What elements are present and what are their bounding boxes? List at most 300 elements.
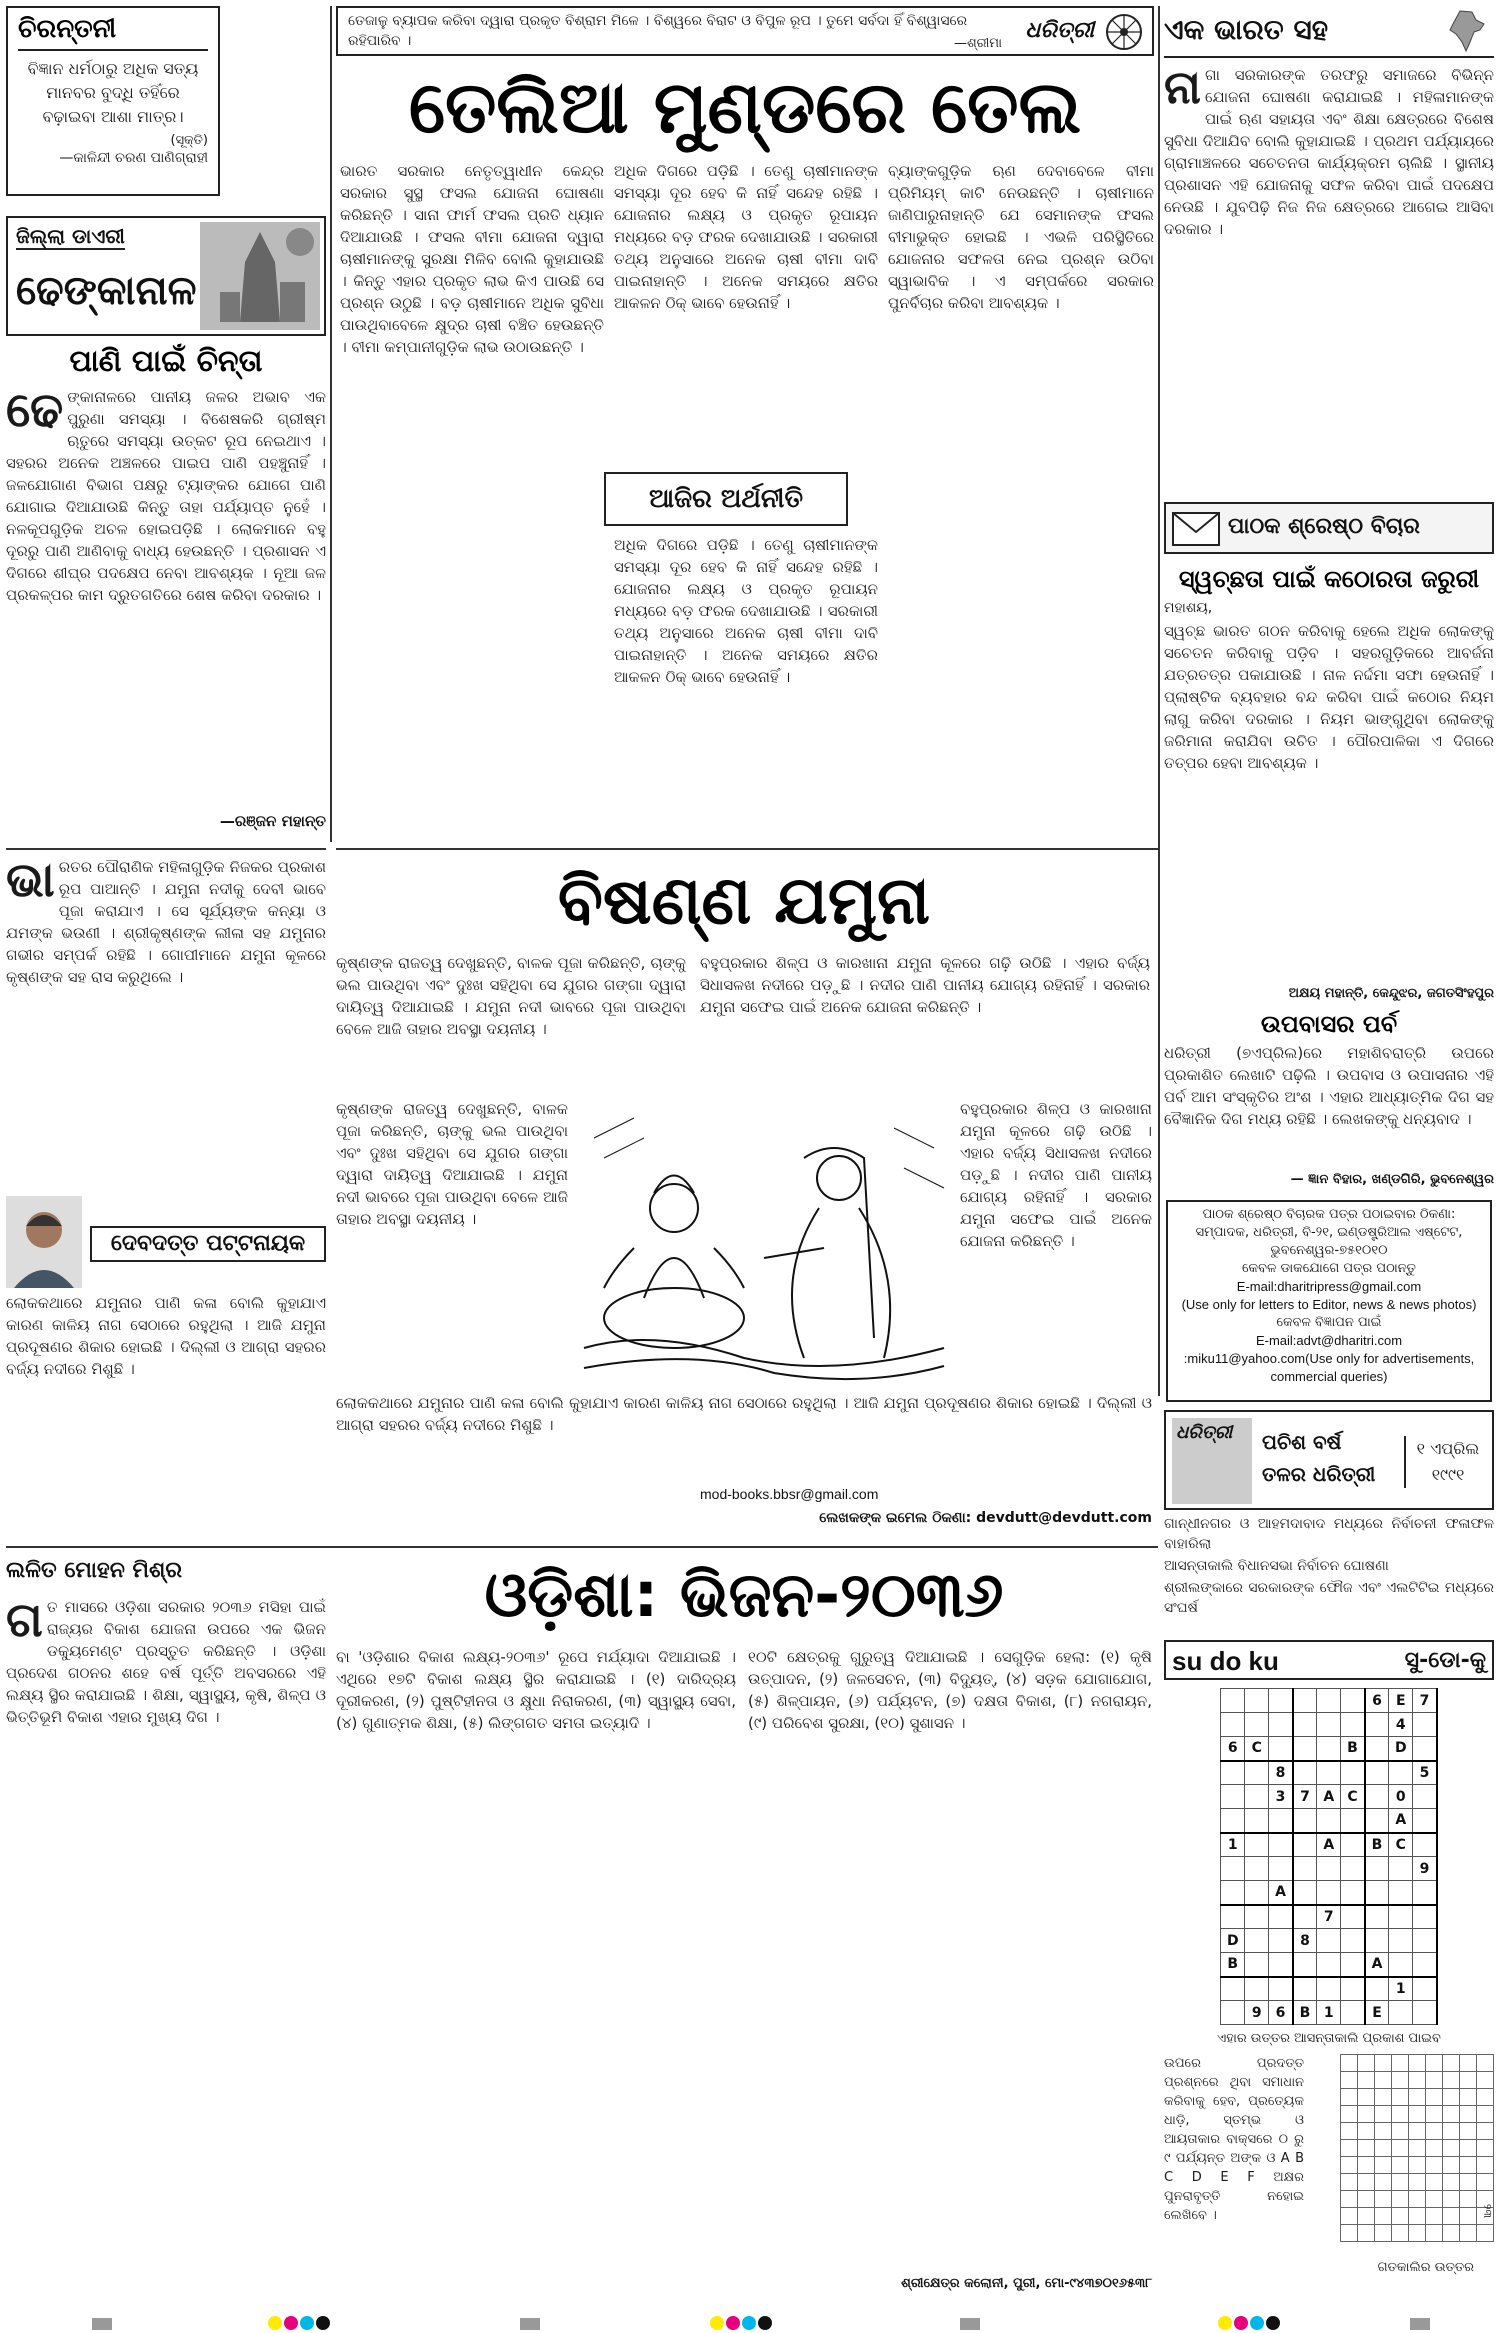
sudoku-cell[interactable]: 1 xyxy=(1389,1977,1413,2001)
sudoku-row xyxy=(1221,1785,1437,1809)
answer-cell xyxy=(1358,2089,1375,2106)
sudoku-row xyxy=(1221,1833,1437,1857)
sudoku-cell[interactable]: 7 xyxy=(1413,1689,1437,1713)
address-label: ପାଠକ ଶ୍ରେଷ୍ଠ ବିଚାରକ ପତ୍ର ପଠାଇବାର ଠିକଣା: xyxy=(1202,1207,1456,1222)
answer-cell xyxy=(1375,2208,1392,2225)
email-ads2[interactable]: :miku11@yahoo.com(Use only for advertisements, commercial queries) xyxy=(1183,1351,1475,1384)
vision-author-footer: ଶ୍ରୀକ୍ଷେତ୍ର କଲୋନୀ, ପୁରୀ, ମୋ-୯୪୩୭୦୧୬୫୩୮ xyxy=(901,2276,1152,2291)
sudoku-cell[interactable] xyxy=(1245,1977,1269,2001)
yamuna-books-email[interactable]: mod-books.bbsr@gmail.com xyxy=(700,1486,879,1502)
answer-cell xyxy=(1443,2123,1460,2140)
district-diary-body xyxy=(6,386,326,808)
sudoku-cell[interactable] xyxy=(1341,1881,1365,1905)
sudoku-cell[interactable] xyxy=(1317,1761,1341,1785)
answer-cell xyxy=(1426,2089,1443,2106)
ekbharat-section xyxy=(1164,6,1494,496)
sudoku-cell[interactable] xyxy=(1245,1953,1269,1977)
vision-author: ଲଳିତ ମୋହନ ମିଶ୍ର xyxy=(6,1558,183,1583)
vision-dropcap: ଗ xyxy=(6,1596,43,1648)
reg-cyan xyxy=(300,2316,314,2330)
sudoku-cell[interactable] xyxy=(1413,1713,1437,1737)
readers-salutation: ମହାଶୟ, xyxy=(1164,600,1213,616)
district-diary-name: ଢେଙ୍କାନାଳ xyxy=(16,268,197,314)
answer-cell xyxy=(1392,2123,1409,2140)
answer-row xyxy=(1341,2174,1494,2191)
sudoku-cell[interactable] xyxy=(1365,1857,1389,1881)
yamuna-byline: ଦେବଦତ୍ତ ପଟ୍ଟନାୟକ xyxy=(90,1226,326,1262)
answer-cell xyxy=(1358,2140,1375,2157)
sudoku-cell[interactable] xyxy=(1245,1905,1269,1929)
main-story-col1: ଭାରତ ସରକାର ନେତୃତ୍ୱାଧୀନ କେନ୍ଦ୍ର ସରକାର ସୁସ୍ଥ ଫସଲ ଯୋଜନା ଘୋଷଣା କରିଛନ୍ତି । ସାନା ଫାର୍ମ ଫସଲ ପ୍ରତି ଧ୍ୟାନ ଦିଆଯାଉଛି । ଫସଲ ବୀମା ଯୋଜନା ଦ୍ୱାରା ଚାଷୀମାନଙ୍କୁ ସୁରକ୍ଷା ମିଳିବ ବୋଲି କୁହାଯାଉଛି । କିନ୍ତୁ ଏହାର ପ୍ରକୃତ ଲାଭ କିଏ ପାଉଛି ସେ ପ୍ରଶ୍ନ ଉଠୁଛି । ବଡ଼ ଚାଷୀମାନେ ଅଧିକ ସୁବିଧା ପାଉଥିବାବେଳେ କ୍ଷୁଦ୍ର ଚାଷୀ ବଞ୍ଚିତ ହେଉଛନ୍ତି । ବୀମା କମ୍ପାନୀଗୁଡ଼ିକ ଲାଭ ଉଠାଉଛନ୍ତି । xyxy=(340,162,604,356)
answer-cell xyxy=(1460,2055,1477,2072)
readers-headline: ସ୍ୱଚ୍ଛତା ପାଇଁ କଠୋରତା ଜରୁରୀ xyxy=(1178,565,1480,593)
sudoku-cell[interactable] xyxy=(1221,1857,1245,1881)
sudoku-cell[interactable] xyxy=(1269,1713,1293,1737)
address-text: ସମ୍ପାଦକ, ଧରିତ୍ରୀ, ବି-୨୧, ଇଣ୍ଡଷ୍ଟ୍ରିଆଲ ଏଷ୍ଟେଟ, ଭୁବନେଶ୍ୱର-୭୫୧୦୧୦ xyxy=(1195,1225,1463,1258)
answer-cell xyxy=(1358,2225,1375,2242)
answer-cell xyxy=(1375,2140,1392,2157)
email-editor[interactable]: E-mail:dharitripress@gmail.com xyxy=(1236,1279,1422,1294)
sudoku-cell[interactable]: A xyxy=(1389,1809,1413,1833)
sudoku-cell[interactable] xyxy=(1221,1977,1245,2001)
sudoku-cell[interactable] xyxy=(1341,1689,1365,1713)
answer-cell xyxy=(1358,2174,1375,2191)
sudoku-grid[interactable] xyxy=(1220,1688,1438,2025)
sudoku-cell[interactable] xyxy=(1413,1785,1437,1809)
yamuna-col2c: ଲୋକକଥାରେ ଯମୁନାର ପାଣି କଳା ବୋଲି କୁହାଯାଏ କାରଣ କାଳିୟ ନାଗ ସେଠାରେ ରହୁଥିଲା । ଆଜି ଯମୁନା ପ୍ରଦୂଷଣର ଶିକାର ହୋଇଛି । ଦିଲ୍ଲୀ ଓ ଆଗ୍ରା ସହରର ବର୍ଜ୍ୟ ନଦୀରେ ମିଶୁଛି । xyxy=(336,1394,1152,1434)
reg-magenta xyxy=(284,2316,298,2330)
chirantani-source: (ସୂକ୍ତି) xyxy=(170,133,208,148)
answer-cell xyxy=(1409,2191,1426,2208)
reg-yellow xyxy=(268,2316,282,2330)
answer-cell xyxy=(1443,2157,1460,2174)
sudoku-cell[interactable] xyxy=(1365,1737,1389,1761)
sudoku-cell[interactable] xyxy=(1293,1953,1317,1977)
sudoku-row xyxy=(1221,2001,1437,2025)
reg-gray-block xyxy=(520,2318,540,2330)
sudoku-row xyxy=(1221,1713,1437,1737)
sudoku-cell[interactable] xyxy=(1245,1881,1269,1905)
vision-col1 xyxy=(6,1596,326,2296)
sudoku-cell[interactable] xyxy=(1293,1737,1317,1761)
sudoku-cell[interactable] xyxy=(1269,1857,1293,1881)
temple-photo xyxy=(200,222,320,330)
sudoku-cell[interactable]: C xyxy=(1245,1737,1269,1761)
answer-cell xyxy=(1409,2106,1426,2123)
answer-cell xyxy=(1443,2140,1460,2157)
readers-author2: — ଜ୍ଞାନ ବିହାର, ଖଣ୍ଡଗିରି, ଭୁବନେଶ୍ୱର xyxy=(1290,1172,1494,1187)
sudoku-cell[interactable] xyxy=(1269,1905,1293,1929)
sudoku-cell[interactable]: 6 xyxy=(1221,1737,1245,1761)
sudoku-cell[interactable]: 1 xyxy=(1221,1833,1245,1857)
sudoku-title-odia: ସୁ-ଡୋ-କୁ xyxy=(1404,1648,1486,1673)
sudoku-cell[interactable] xyxy=(1221,1905,1245,1929)
ekbharat-title: ଏକ ଭାରତ ସହ xyxy=(1164,13,1329,46)
answer-row xyxy=(1341,2072,1494,2089)
district-diary-box xyxy=(6,216,326,336)
anniversary-date: ୧ ଏପ୍ରିଲ ୧୯୯୧ xyxy=(1404,1436,1490,1488)
answer-cell xyxy=(1341,2157,1358,2174)
anniversary-items xyxy=(1164,1514,1494,1638)
answer-label: ଗତକାଲିର ଉତ୍ତର xyxy=(1377,2260,1474,2275)
yamuna-col2: କୃଷ୍ଣଙ୍କ ରାଜତ୍ୱ ଦେଖୁଛନ୍ତି, ବାଳକ ପୂଜା କରିଛନ୍ତି, ଚାଙ୍କୁ ଭଲ ପାଉଥିବା ଏବଂ ଦୁଃଖ ସହିଥିବା ସେ ଯୁଗର ଗଙ୍ଗା ଦ୍ୱାରା ଦାୟିତ୍ୱ ଦିଆଯାଇଛି । ଯମୁନା ନଦୀ ଭାବରେ ପୂଜା ପାଉଥିବା ବେଳେ ଆଜି ତାହାର ଅବସ୍ଥା ଦୟନୀୟ । xyxy=(336,954,686,1038)
sudoku-cell[interactable] xyxy=(1221,2001,1245,2025)
district-diary-author: —ରଞ୍ଜନ ମହାନ୍ତ xyxy=(219,812,326,830)
sudoku-cell[interactable] xyxy=(1269,1929,1293,1953)
sudoku-row xyxy=(1221,1953,1437,1977)
reg-black xyxy=(758,2316,772,2330)
sudoku-cell[interactable] xyxy=(1365,1929,1389,1953)
sudoku-title-latin: su do ku xyxy=(1172,1646,1279,1676)
anniversary-item: ଶ୍ରୀଲଙ୍କାରେ ସରକାରଙ୍କ ଫୌଜ ଏବଂ ଏଲଟିଟିଇ ମଧ୍ୟରେ ସଂଘର୍ଷ xyxy=(1164,1580,1494,1616)
answer-row xyxy=(1341,2157,1494,2174)
sudoku-cell[interactable] xyxy=(1221,1761,1245,1785)
sudoku-cell[interactable] xyxy=(1221,1713,1245,1737)
sudoku-cell[interactable] xyxy=(1341,1833,1365,1857)
sudoku-cell[interactable] xyxy=(1317,1929,1341,1953)
sudoku-cell[interactable] xyxy=(1341,1905,1365,1929)
sudoku-cell[interactable] xyxy=(1269,1977,1293,2001)
sudoku-note: ଏହାର ଉତ୍ତର ଆସନ୍ତାକାଲି ପ୍ରକାଶ ପାଇବ xyxy=(1217,2031,1441,2046)
answer-cell xyxy=(1375,2225,1392,2242)
answer-row xyxy=(1341,2225,1494,2242)
sudoku-rules: ଉପରେ ପ୍ରଦତ୍ତ ପ୍ରଶ୍ନରେ ଥିବା ସମାଧାନ କରିବାକୁ ହେବ, ପ୍ରତ୍ୟେକ ଧାଡ଼ି, ସ୍ତମ୍ଭ ଓ ଆୟତାକାର ବାକ୍ସରେ ୦ ରୁ ୯ ପର୍ଯ୍ୟନ୍ତ ଅଙ୍କ ଓ A B C D E F ଅକ୍ଷର ପୁନରାବୃତ୍ତି ନହୋଇ ଲେଖିବେ । xyxy=(1164,2056,1304,2223)
sudoku-cell[interactable] xyxy=(1269,1953,1293,1977)
sudoku-cell[interactable] xyxy=(1341,1977,1365,2001)
main-story-col3: ବ୍ୟାଙ୍କଗୁଡ଼ିକ ଋଣ ଦେବାବେଳେ ବୀମା ପ୍ରିମିୟମ୍ କାଟି ନେଉଛନ୍ତି । ଚାଷୀମାନେ ଜାଣିପାରୁନାହାନ୍ତି ଯେ ସେମାନଙ୍କ ଫସଲ ବୀମାଭୁକ୍ତ ହୋଇଛି । ଏଭଳି ପରିସ୍ଥିତିରେ ଯୋଜନାର ସଫଳତା ନେଇ ପ୍ରଶ୍ନ ଉଠିବା ସ୍ୱାଭାବିକ । ଏ ସମ୍ପର୍କରେ ସରକାର ପୁନର୍ବିଚାର କରିବା ଆବଶ୍ୟକ । xyxy=(888,162,1154,312)
answer-cell xyxy=(1375,2191,1392,2208)
anniversary-item: ଆସନ୍ତାକାଲି ବିଧାନସଭା ନିର୍ବାଚନ ଘୋଷଣା xyxy=(1164,1558,1389,1574)
sudoku-cell[interactable]: 9 xyxy=(1413,1857,1437,1881)
answer-cell xyxy=(1460,2072,1477,2089)
sudoku-cell[interactable] xyxy=(1365,1761,1389,1785)
sudoku-cell[interactable]: B xyxy=(1341,1737,1365,1761)
sudoku-row xyxy=(1221,1977,1437,2001)
sudoku-cell[interactable] xyxy=(1317,1953,1341,1977)
answer-row xyxy=(1341,2055,1494,2072)
readers-headline2: ଉପବାସର ପର୍ବ xyxy=(1260,1010,1398,1038)
ekbharat-header xyxy=(1164,6,1494,58)
sudoku-cell[interactable] xyxy=(1365,1809,1389,1833)
sudoku-cell[interactable] xyxy=(1245,1689,1269,1713)
india-map-icon xyxy=(1444,8,1490,54)
sudoku-cell[interactable] xyxy=(1317,1857,1341,1881)
sudoku-cell[interactable] xyxy=(1245,1929,1269,1953)
reg-black xyxy=(1266,2316,1280,2330)
yamuna-headline: ବିଷଣ୍ଣ ଯମୁନା xyxy=(557,862,931,939)
sudoku-cell[interactable] xyxy=(1341,1761,1365,1785)
email-editor-note: (Use only for letters to Editor, news & news photos) xyxy=(1181,1297,1477,1312)
answer-cell xyxy=(1341,2225,1358,2242)
answer-cell xyxy=(1392,2089,1409,2106)
ekbharat-dropcap: ନା xyxy=(1164,64,1201,114)
sudoku-cell[interactable]: B xyxy=(1221,1953,1245,1977)
top-quote-box xyxy=(336,6,1154,56)
sudoku-cell[interactable]: 1 xyxy=(1317,2001,1341,2025)
reg-gray-block xyxy=(92,2318,112,2330)
sudoku-cell[interactable] xyxy=(1413,1905,1437,1929)
sudoku-cell[interactable] xyxy=(1269,1809,1293,1833)
answer-cell xyxy=(1426,2157,1443,2174)
sudoku-cell[interactable] xyxy=(1389,2001,1413,2025)
answer-cell xyxy=(1392,2072,1409,2089)
sudoku-cell[interactable] xyxy=(1365,1977,1389,2001)
sudoku-cell[interactable] xyxy=(1341,1953,1365,1977)
answer-cell xyxy=(1443,2089,1460,2106)
answer-cell xyxy=(1375,2174,1392,2191)
sudoku-cell[interactable] xyxy=(1293,1761,1317,1785)
main-headline: ତେଲିଆ ମୁଣ୍ଡରେ ତେଲ xyxy=(408,65,1082,149)
sudoku-cell[interactable] xyxy=(1245,1713,1269,1737)
page-number: ୨୩ xyxy=(1481,2204,1494,2219)
sudoku-cell[interactable] xyxy=(1365,1713,1389,1737)
answer-cell xyxy=(1477,2106,1494,2123)
answer-cell xyxy=(1375,2106,1392,2123)
answer-cell xyxy=(1443,2191,1460,2208)
district-diary-headline: ପାଣି ପାଇଁ ଚିନ୍ତା xyxy=(69,344,263,379)
sudoku-cell[interactable] xyxy=(1245,1857,1269,1881)
sudoku-cell[interactable] xyxy=(1413,1929,1437,1953)
anniversary-label: ପଚିଶ ବର୍ଷ ତଳର ଧରିତ୍ରୀ xyxy=(1262,1430,1376,1486)
sudoku-cell[interactable] xyxy=(1293,1905,1317,1929)
sudoku-cell[interactable] xyxy=(1221,1809,1245,1833)
readers-author1: ଅକ୍ଷୟ ମହାନ୍ତି, କେନ୍ଦୁଝର, ଜଗତସିଂହପୁର xyxy=(1288,986,1494,1001)
anniversary-item: ଗାନ୍ଧୀନଗର ଓ ଆହମଦାବାଦ ମଧ୍ୟରେ ନିର୍ବାଚନୀ ଫଳାଫଳ ବାହାରିଲା xyxy=(1164,1516,1494,1552)
sudoku-cell[interactable] xyxy=(1413,1977,1437,2001)
sudoku-cell[interactable] xyxy=(1341,1809,1365,1833)
answer-cell xyxy=(1409,2157,1426,2174)
sudoku-row xyxy=(1221,1881,1437,1905)
answer-cell xyxy=(1460,2174,1477,2191)
sudoku-cell[interactable]: A xyxy=(1317,1785,1341,1809)
answer-cell xyxy=(1460,2106,1477,2123)
answer-cell xyxy=(1358,2191,1375,2208)
answer-cell xyxy=(1477,2174,1494,2191)
top-quote-text: ତେଜାଳୁ ବ୍ୟାପକ କରିବା ଦ୍ୱାରା ପ୍ରକୃତ ବିଶ୍ରାମ ମିଳେ । ବିଶ୍ୱରେ ବିରାଟ ଓ ବିପୁଳ ରୂପ । ତୁମେ ସର୍ବଦା ହିଁ ବିଶ୍ୱାସରେ ରହିପାରିବ । xyxy=(348,13,968,49)
sudoku-cell[interactable]: 0 xyxy=(1389,1785,1413,1809)
sudoku-cell[interactable] xyxy=(1317,1689,1341,1713)
answer-cell xyxy=(1409,2055,1426,2072)
sudoku-cell[interactable]: E xyxy=(1365,2001,1389,2025)
reg-magenta xyxy=(726,2316,740,2330)
sudoku-cell[interactable]: 7 xyxy=(1317,1905,1341,1929)
sudoku-cell[interactable] xyxy=(1365,1785,1389,1809)
vision-col3: ୧୦ଟି କ୍ଷେତ୍ରକୁ ଗୁରୁତ୍ୱ ଦିଆଯାଇଛି । ସେଗୁଡ଼ିକ ହେଲା: (୧) କୃଷି ଉତ୍ପାଦନ, (୨) ଜଳସେଚନ, (୩) ବିଦ୍ୟୁତ୍, (୪) ସଡ଼କ ଯୋଗାଯୋଗ, (୫) ଶିଳ୍ପାୟନ, (୬) ପର୍ଯ୍ୟଟନ, (୭) ଦକ୍ଷତା ବିକାଶ, (୮) ନଗରାୟନ, (୯) ପରିବେଶ ସୁରକ୍ଷା, (୧୦) ସୁଶାସନ । xyxy=(748,1648,1152,1732)
answer-cell xyxy=(1477,2157,1494,2174)
sudoku-cell[interactable] xyxy=(1245,1809,1269,1833)
byline-box xyxy=(6,1196,326,1288)
sudoku-cell[interactable]: A xyxy=(1269,1881,1293,1905)
sudoku-cell[interactable]: E xyxy=(1389,1689,1413,1713)
answer-cell xyxy=(1460,2089,1477,2106)
sudoku-cell[interactable] xyxy=(1269,1737,1293,1761)
sudoku-cell[interactable]: C xyxy=(1389,1833,1413,1857)
yamuna-footer: ଲେଖକଙ୍କ ଇମେଲ ଠିକଣା: devdutt@devdutt.com xyxy=(819,1510,1152,1526)
answer-cell xyxy=(1409,2174,1426,2191)
sudoku-cell[interactable] xyxy=(1389,1761,1413,1785)
sudoku-row xyxy=(1221,1689,1437,1713)
sudoku-cell[interactable]: 8 xyxy=(1293,1929,1317,1953)
answer-cell xyxy=(1443,2225,1460,2242)
readers-body: ସ୍ୱଚ୍ଛ ଭାରତ ଗଠନ କରିବାକୁ ହେଲେ ଅଧିକ ଲୋକଙ୍କୁ ସଚେତନ କରିବାକୁ ପଡ଼ିବ । ସହରଗୁଡ଼ିକରେ ଆବର୍ଜନା ଯତ୍ରତତ୍ର ପକାଯାଉଛି । ନାଳ ନର୍ଦ୍ଦମା ସଫା ହେଉନାହିଁ । ପ୍ଲାଷ୍ଟିକ ବ୍ୟବହାର ବନ୍ଦ କରିବା ପାଇଁ କଠୋର ନିୟମ ଲାଗୁ କରିବା ଦରକାର । ନିୟମ ଭାଙ୍ଗୁଥିବା ଲୋକଙ୍କୁ ଜରିମାନା କରାଯିବା ଉଚିତ । ପୌରପାଳିକା ଏ ଦିଗରେ ତତ୍ପର ହେବା ଆବଶ୍ୟକ । xyxy=(1164,622,1494,772)
answer-cell xyxy=(1375,2055,1392,2072)
sudoku-cell[interactable]: D xyxy=(1389,1737,1413,1761)
answer-cell xyxy=(1358,2055,1375,2072)
anniversary-logo: ଧରିତ୍ରୀ xyxy=(1172,1418,1252,1504)
reg-cyan xyxy=(742,2316,756,2330)
sudoku-cell[interactable] xyxy=(1293,1833,1317,1857)
sudoku-cell[interactable] xyxy=(1245,1761,1269,1785)
sudoku-cell[interactable] xyxy=(1293,1977,1317,2001)
chirantani-box xyxy=(6,6,220,196)
answer-cell xyxy=(1392,2055,1409,2072)
sudoku-cell[interactable] xyxy=(1413,1953,1437,1977)
answer-cell xyxy=(1409,2208,1426,2225)
answer-cell xyxy=(1426,2225,1443,2242)
sudoku-cell[interactable] xyxy=(1413,1737,1437,1761)
sudoku-cell[interactable]: B xyxy=(1365,1833,1389,1857)
sudoku-cell[interactable]: 8 xyxy=(1269,1761,1293,1785)
answer-cell xyxy=(1409,2225,1426,2242)
sudoku-cell[interactable] xyxy=(1317,1809,1341,1833)
district-diary-dropcap: ଢେ xyxy=(6,386,64,438)
sudoku-cell[interactable] xyxy=(1293,1857,1317,1881)
answer-cell xyxy=(1341,2174,1358,2191)
answer-cell xyxy=(1341,2191,1358,2208)
ad-label: କେବଳ ବିଜ୍ଞାପନ ପାଇଁ xyxy=(1276,1315,1382,1330)
sudoku-cell[interactable]: 4 xyxy=(1389,1713,1413,1737)
answer-grid xyxy=(1340,2054,1494,2242)
sudoku-cell[interactable]: D xyxy=(1221,1929,1245,1953)
sudoku-cell[interactable] xyxy=(1341,1857,1365,1881)
yamuna-col3: ବହୁପ୍ରକାର ଶିଳ୍ପ ଓ କାରଖାନା ଯମୁନା କୂଳରେ ଗଢ଼ି ଉଠିଛି । ଏହାର ବର୍ଜ୍ୟ ସିଧାସଳଖ ନଦୀରେ ପଡ଼ୁଛି । ନଦୀର ପାଣି ପାନୀୟ ଯୋଗ୍ୟ ରହିନାହିଁ । ସରକାର ଯମୁନା ସଫେଇ ପାଇଁ ଅନେକ ଯୋଜନା କରିଛନ୍ତି । xyxy=(700,954,1150,1016)
sudoku-row xyxy=(1221,1857,1437,1881)
answer-cell xyxy=(1409,2072,1426,2089)
sudoku-cell[interactable] xyxy=(1293,1809,1317,1833)
sudoku-cell[interactable] xyxy=(1365,1881,1389,1905)
sudoku-cell[interactable] xyxy=(1221,1881,1245,1905)
sudoku-row xyxy=(1221,1809,1437,1833)
sudoku-cell[interactable] xyxy=(1389,1953,1413,1977)
answer-cell xyxy=(1477,2140,1494,2157)
answer-cell xyxy=(1341,2089,1358,2106)
sudoku-row xyxy=(1221,1737,1437,1761)
answer-cell xyxy=(1375,2123,1392,2140)
answer-cell xyxy=(1460,2123,1477,2140)
sudoku-cell[interactable]: 3 xyxy=(1269,1785,1293,1809)
sudoku-cell[interactable] xyxy=(1317,1713,1341,1737)
sudoku-cell[interactable] xyxy=(1317,1737,1341,1761)
sudoku-cell[interactable] xyxy=(1293,1689,1317,1713)
email-ads[interactable]: E-mail:advt@dharitri.com xyxy=(1255,1333,1403,1348)
answer-cell xyxy=(1375,2157,1392,2174)
answer-cell xyxy=(1341,2140,1358,2157)
answer-cell xyxy=(1375,2089,1392,2106)
answer-cell xyxy=(1460,2208,1477,2225)
answer-cell xyxy=(1409,2089,1426,2106)
sudoku-cell[interactable]: B xyxy=(1293,2001,1317,2025)
sudoku-cell[interactable] xyxy=(1341,1713,1365,1737)
sudoku-cell[interactable] xyxy=(1221,1785,1245,1809)
sudoku-cell[interactable]: C xyxy=(1341,1785,1365,1809)
vision-col1-text: ତ ମାସରେ ଓଡ଼ିଶା ସରକାର ୨୦୩୬ ମସିହା ପାଇଁ ରାଜ୍ୟର ବିକାଶ ଯୋଜନା ଉପରେ ଏକ ଭିଜନ ଡକ୍ୟୁମେଣ୍ଟ ପ୍ରସ୍ତୁତ କରିଛନ୍ତି । ଓଡ଼ିଶା ପ୍ରଦେଶ ଗଠନର ଶହେ ବର୍ଷ ପୂର୍ତ୍ତି ଅବସରରେ ଏହି ଲକ୍ଷ୍ୟ ସ୍ଥିର କରାଯାଇଛି । ଶିକ୍ଷା, ସ୍ୱାସ୍ଥ୍ୟ, କୃଷି, ଶିଳ୍ପ ଓ ଭିତ୍ତିଭୂମି ବିକାଶ ଏହାର ମୁଖ୍ୟ ଦିଗ । xyxy=(6,1598,326,1726)
sudoku-cell[interactable] xyxy=(1317,1977,1341,2001)
sudoku-cell[interactable] xyxy=(1413,1833,1437,1857)
yamuna-col1 xyxy=(6,856,326,1192)
sudoku-cell[interactable] xyxy=(1269,1833,1293,1857)
address-box xyxy=(1166,1200,1492,1402)
sudoku-cell[interactable] xyxy=(1221,1689,1245,1713)
address-note: କେବଳ ଡାକଯୋଗେ ପତ୍ର ପଠାନ୍ତୁ xyxy=(1242,1261,1416,1276)
answer-cell xyxy=(1426,2191,1443,2208)
answer-cell xyxy=(1443,2174,1460,2191)
sudoku-cell[interactable] xyxy=(1293,1713,1317,1737)
top-quote-logo: ଧରିତ୍ରୀ xyxy=(1025,18,1094,43)
answer-cell xyxy=(1341,2208,1358,2225)
economics-label: ଆଜିର ଅର୍ଥନୀତି xyxy=(604,472,848,526)
sudoku-cell[interactable] xyxy=(1389,1929,1413,1953)
sudoku-cell[interactable]: A xyxy=(1365,1953,1389,1977)
reg-yellow xyxy=(710,2316,724,2330)
answer-cell xyxy=(1392,2191,1409,2208)
yamuna-col3b: ବହୁପ୍ରକାର ଶିଳ୍ପ ଓ କାରଖାନା ଯମୁନା କୂଳରେ ଗଢ଼ି ଉଠିଛି । ଏହାର ବର୍ଜ୍ୟ ସିଧାସଳଖ ନଦୀରେ ପଡ଼ୁଛି । ନଦୀର ପାଣି ପାନୀୟ ଯୋଗ୍ୟ ରହିନାହିଁ । ସରକାର ଯମୁନା ସଫେଇ ପାଇଁ ଅନେକ ଯୋଜନା କରିଛନ୍ତି । xyxy=(960,1100,1152,1250)
sudoku-cell[interactable] xyxy=(1293,1881,1317,1905)
answer-cell xyxy=(1443,2208,1460,2225)
answer-cell xyxy=(1409,2123,1426,2140)
sudoku-cell[interactable] xyxy=(1413,2001,1437,2025)
answer-cell xyxy=(1392,2106,1409,2123)
sudoku-cell[interactable] xyxy=(1341,1929,1365,1953)
readers-body2: ଧରିତ୍ରୀ (୭ଏପ୍ରିଲ)ରେ ମହାଶିବରାତ୍ରି ଉପରେ ପ୍ରକାଶିତ ଲେଖାଟି ପଢ଼ିଲି । ଉପବାସ ଓ ଉପାସନାର ଏହି ପର୍ବ ଆମ ସଂସ୍କୃତିର ଅଂଶ । ଏହାର ଆଧ୍ୟାତ୍ମିକ ଦିଗ ସହ ବୈଜ୍ଞାନିକ ଦିଗ ମଧ୍ୟ ରହିଛି । ଲେଖକଙ୍କୁ ଧନ୍ୟବାଦ । xyxy=(1164,1044,1494,1128)
sudoku-cell[interactable] xyxy=(1389,1857,1413,1881)
sudoku-cell[interactable] xyxy=(1389,1905,1413,1929)
answer-cell xyxy=(1358,2157,1375,2174)
answer-cell xyxy=(1477,2123,1494,2140)
sudoku-cell[interactable] xyxy=(1245,1785,1269,1809)
sudoku-cell[interactable]: 5 xyxy=(1413,1761,1437,1785)
answer-cell xyxy=(1460,2225,1477,2242)
answer-cell xyxy=(1460,2140,1477,2157)
sudoku-cell[interactable]: 6 xyxy=(1365,1689,1389,1713)
sudoku-cell[interactable] xyxy=(1365,1905,1389,1929)
sudoku-cell[interactable]: A xyxy=(1317,1833,1341,1857)
chirantani-title: ଚିରନ୍ତନୀ xyxy=(18,14,208,51)
answer-cell xyxy=(1443,2106,1460,2123)
answer-cell xyxy=(1426,2055,1443,2072)
sudoku-cell[interactable]: 6 xyxy=(1269,2001,1293,2025)
answer-cell xyxy=(1477,2225,1494,2242)
sudoku-cell[interactable] xyxy=(1413,1809,1437,1833)
sudoku-cell[interactable] xyxy=(1269,1689,1293,1713)
yamuna-col1-text: ରତର ପୌରାଣିକ ମହିଳାଗୁଡ଼ିକ ନିଜକର ପ୍ରକାଶ ରୂପ ପାଆନ୍ତି । ଯମୁନା ନଦୀକୁ ଦେବୀ ଭାବେ ପୂଜା କରାଯାଏ । ସେ ସୂର୍ଯ୍ୟଙ୍କ କନ୍ୟା ଓ ଯମଙ୍କ ଭଉଣୀ । ଶ୍ରୀକୃଷ୍ଣଙ୍କ ଲୀଳା ସହ ଯମୁନାର ଗଭୀର ସମ୍ପର୍କ ରହିଛି । ଗୋପୀମାନେ ଯମୁନା କୂଳରେ କୃଷ୍ଣଙ୍କ ସହ ରାସ କରୁଥିଲେ । xyxy=(6,858,326,986)
answer-cell xyxy=(1426,2140,1443,2157)
sudoku-cell[interactable] xyxy=(1245,1833,1269,1857)
answer-cell xyxy=(1392,2140,1409,2157)
sudoku-row xyxy=(1221,1761,1437,1785)
sudoku-cell[interactable]: 7 xyxy=(1293,1785,1317,1809)
sudoku-cell[interactable] xyxy=(1389,1881,1413,1905)
answer-row xyxy=(1341,2191,1494,2208)
top-quote-author: —ଶ୍ରୀମା xyxy=(953,36,1002,51)
sudoku-cell[interactable] xyxy=(1341,2001,1365,2025)
answer-row xyxy=(1341,2140,1494,2157)
sudoku-cell[interactable] xyxy=(1413,1881,1437,1905)
reg-gray-block xyxy=(960,2318,980,2330)
reg-black xyxy=(316,2316,330,2330)
sudoku-cell[interactable]: 9 xyxy=(1245,2001,1269,2025)
answer-cell xyxy=(1358,2106,1375,2123)
sudoku-cell[interactable] xyxy=(1317,1881,1341,1905)
